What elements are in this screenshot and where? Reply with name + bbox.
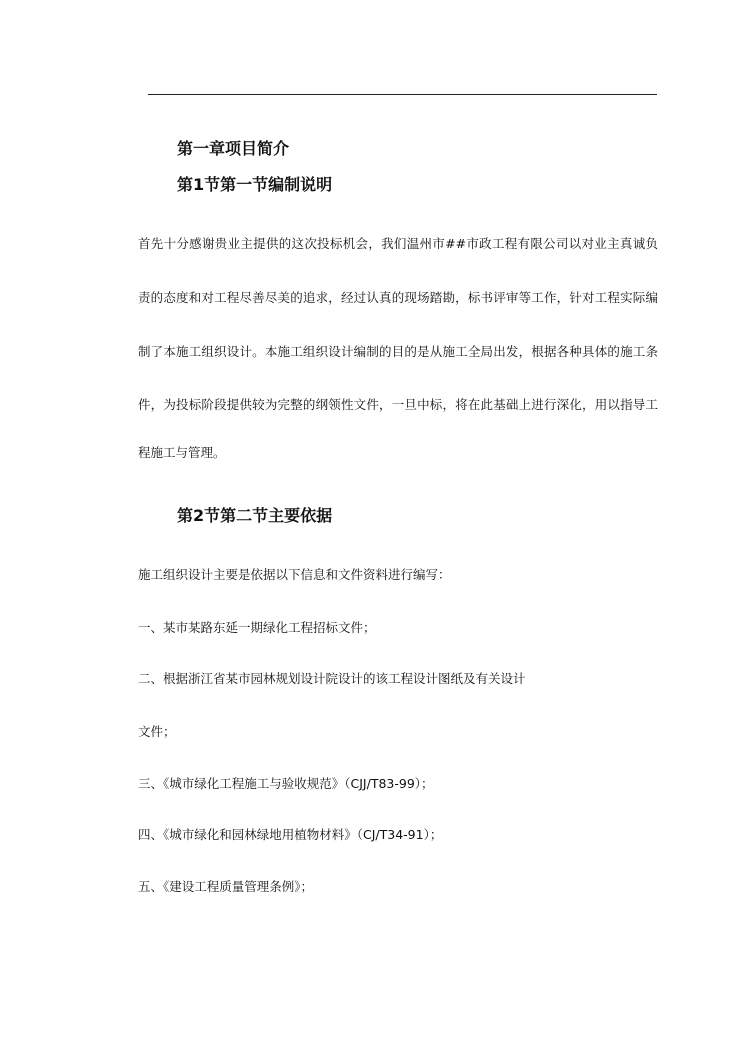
basis-item: 五、《建设工程质量管理条例》； [138,879,314,894]
paragraph-line: 责的态度和对工程尽善尽美的追求，经过认真的现场踏勘，标书评审等工作，针对工程实际编 [138,290,658,305]
basis-item: 文件； [138,724,176,739]
chapter-title: 第一章项目简介 [177,139,290,158]
basis-item: 三、《城市绿化工程施工与验收规范》（CJJ/T83-99）； [138,776,434,791]
basis-item: 一、某市某路东延一期绿化工程招标文件； [138,620,376,635]
basis-item: 四、《城市绿化和园林绿地用植物材料》（CJ/T34-91）； [138,827,443,842]
paragraph-line: 件，为投标阶段提供较为完整的纲领性文件，一旦中标，将在此基础上进行深化，用以指导工 [138,397,658,412]
paragraph-line: 程施工与管理。 [138,445,226,460]
paragraph-line: 制了本施工组织设计。本施工组织设计编制的目的是从施工全局出发，根据各种具体的施工条 [138,344,658,359]
section-1-title: 第1节第一节编制说明 [177,175,333,194]
section-2-title: 第2节第二节主要依据 [177,506,333,525]
paragraph-line: 首先十分感谢贵业主提供的这次投标机会，我们温州市##市政工程有限公司以对业主真诚负 [138,236,658,251]
section-2-intro: 施工组织设计主要是依据以下信息和文件资料进行编写： [138,567,451,582]
basis-item: 二、根据浙江省某市园林规划设计院设计的该工程设计图纸及有关设计 [138,671,526,686]
header-rule [148,94,657,95]
